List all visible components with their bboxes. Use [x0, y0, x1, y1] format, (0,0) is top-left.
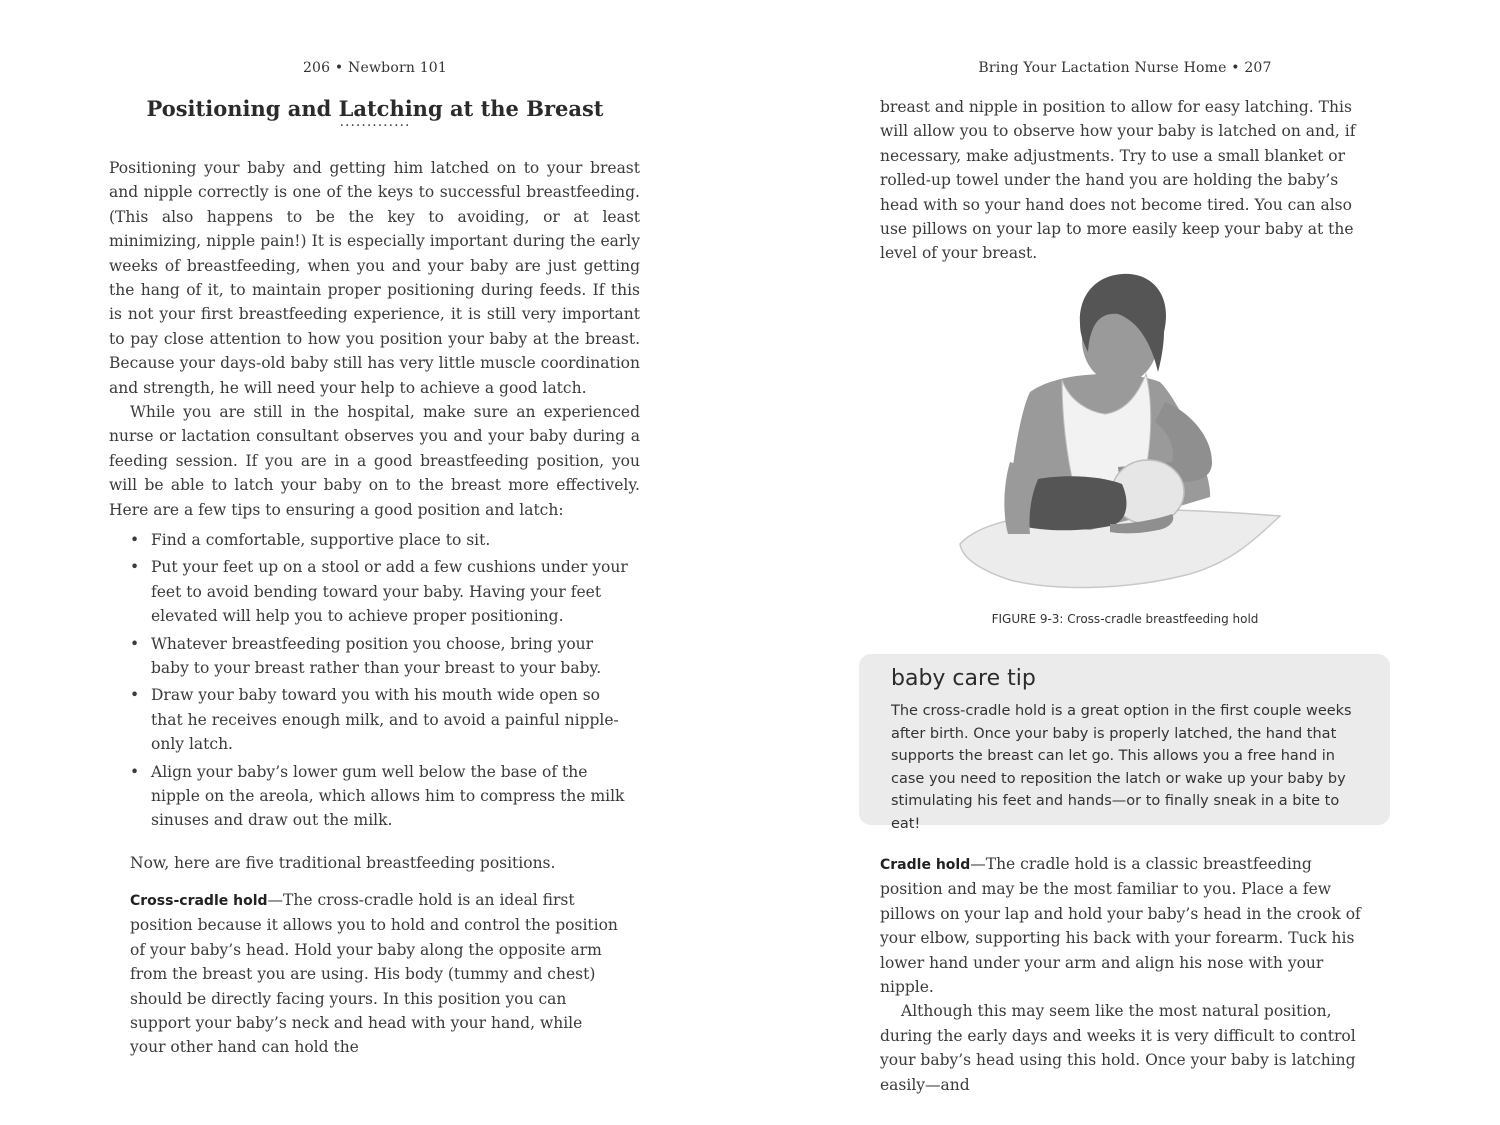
running-head-left: 206 • Newborn 101 [302, 60, 448, 76]
cradle-hold-block [880, 852, 1372, 1097]
cradle-text: —The cradle hold is a classic breastfeeding position and may be the most familiar to you. Place a few pillows on your lap and hold your baby’s head in the crook of your elbow, supporting his back with your forearm. Tuck his lower hand under your arm and align his nose with your nipple. [880, 855, 1361, 997]
list-item: • Draw your baby toward you with his mouth wide open so that he receives enough milk, and to avoid a painful nipple-only latch. [130, 683, 630, 756]
running-head-right: Bring Your Lactation Nurse Home • 207 [978, 60, 1272, 76]
list-item: • Align your baby’s lower gum well below the base of the nipple on the areola, which allows him to compress the milk sinuses and draw out the milk. [130, 760, 630, 833]
left-body-text [109, 156, 640, 522]
tip-title: baby care tip [891, 666, 1036, 691]
cross-cradle-text: —The cross-cradle hold is an ideal first position because it allows you to hold and control the position of your baby’s head. Hold your baby along the opposite arm from the breast you are using. His body (tummy and chest) should be directly facing yours. In this position you can support your baby’s neck and head with your hand, while your other hand can hold the [130, 891, 618, 1057]
continued-text-block [880, 95, 1370, 266]
cross-cradle-label: Cross-cradle hold [130, 893, 268, 909]
cross-cradle-block [130, 888, 620, 1060]
intro-paragraph: Positioning your baby and getting him latched on to your breast and nipple correctly is one of the keys to successful breastfeeding. (This also happens to be the key to avoiding, or at least minimizing, nipple pain!) It is especially important during the early weeks of breastfeeding, when you and your baby are just getting the hang of it, to maintain proper positioning during feeds. If this is not your first breastfeeding experience, it is still very important to pay close attention to how you position your baby at the breast. Because your days-old baby still has very little muscle coordination and strength, he will need your help to achieve a good latch. [109, 159, 640, 397]
second-paragraph: While you are still in the hospital, make sure an experienced nurse or lactation consultant observes you and your baby during a feeding session. If you are in a good breastfeeding position, you will be able to latch your baby on to the breast more effectively. Here are a few tips to ensuring a good position and latch: [109, 403, 640, 519]
title-dots: ············· [339, 118, 411, 134]
list-item: • Find a comfortable, supportive place to sit. [130, 528, 630, 552]
tips-list-container [130, 525, 630, 833]
tip-text: The cross-cradle hold is a great option in the first couple weeks after birth. Once your baby is properly latched, the hand that supports the breast can let go. This allows you a free hand in case you need to reposition the latch or wake up your baby by stimulating his feet and hands—or to finally sneak in a bite to eat! [891, 703, 1352, 832]
positions-intro: Now, here are five traditional breastfeeding positions. [130, 854, 556, 872]
cross-cradle-illustration [950, 262, 1290, 602]
positions-intro-block [130, 851, 630, 875]
cradle-paragraph [880, 852, 1372, 999]
continued-paragraph: breast and nipple in position to allow for easy latching. This will allow you to observe how your baby is latched on and, if necessary, make adjustments. Try to use a small blanket or rolled-up towel under the hand you are holding the baby’s head with so your hand does not become tired. You can also use pillows on your lap to more easily keep your baby at the level of your breast. [880, 98, 1356, 263]
right-page [750, 0, 1500, 1125]
cradle-paragraph-2: Although this may seem like the most natural position, during the early days and weeks it is very difficult to control your baby’s head using this hold. Once your baby is latching easily—and [880, 1002, 1356, 1094]
list-item: • Put your feet up on a stool or add a few cushions under your feet to avoid bending toward your baby. Having your feet elevated will help you to achieve proper positioning. [130, 555, 630, 628]
cradle-label: Cradle hold [880, 857, 971, 873]
cross-cradle-paragraph [130, 888, 620, 1060]
tips-list [130, 528, 630, 833]
mother-neck [1102, 374, 1136, 397]
baby-care-tip-box [859, 654, 1390, 832]
figure-caption: FIGURE 9-3: Cross-cradle breastfeeding hold [991, 612, 1259, 626]
list-item: • Whatever breastfeeding position you choose, bring your baby to your breast rather than your breast to your baby. [130, 632, 630, 681]
section-title: Positioning and Latching at the Breast [146, 96, 604, 121]
